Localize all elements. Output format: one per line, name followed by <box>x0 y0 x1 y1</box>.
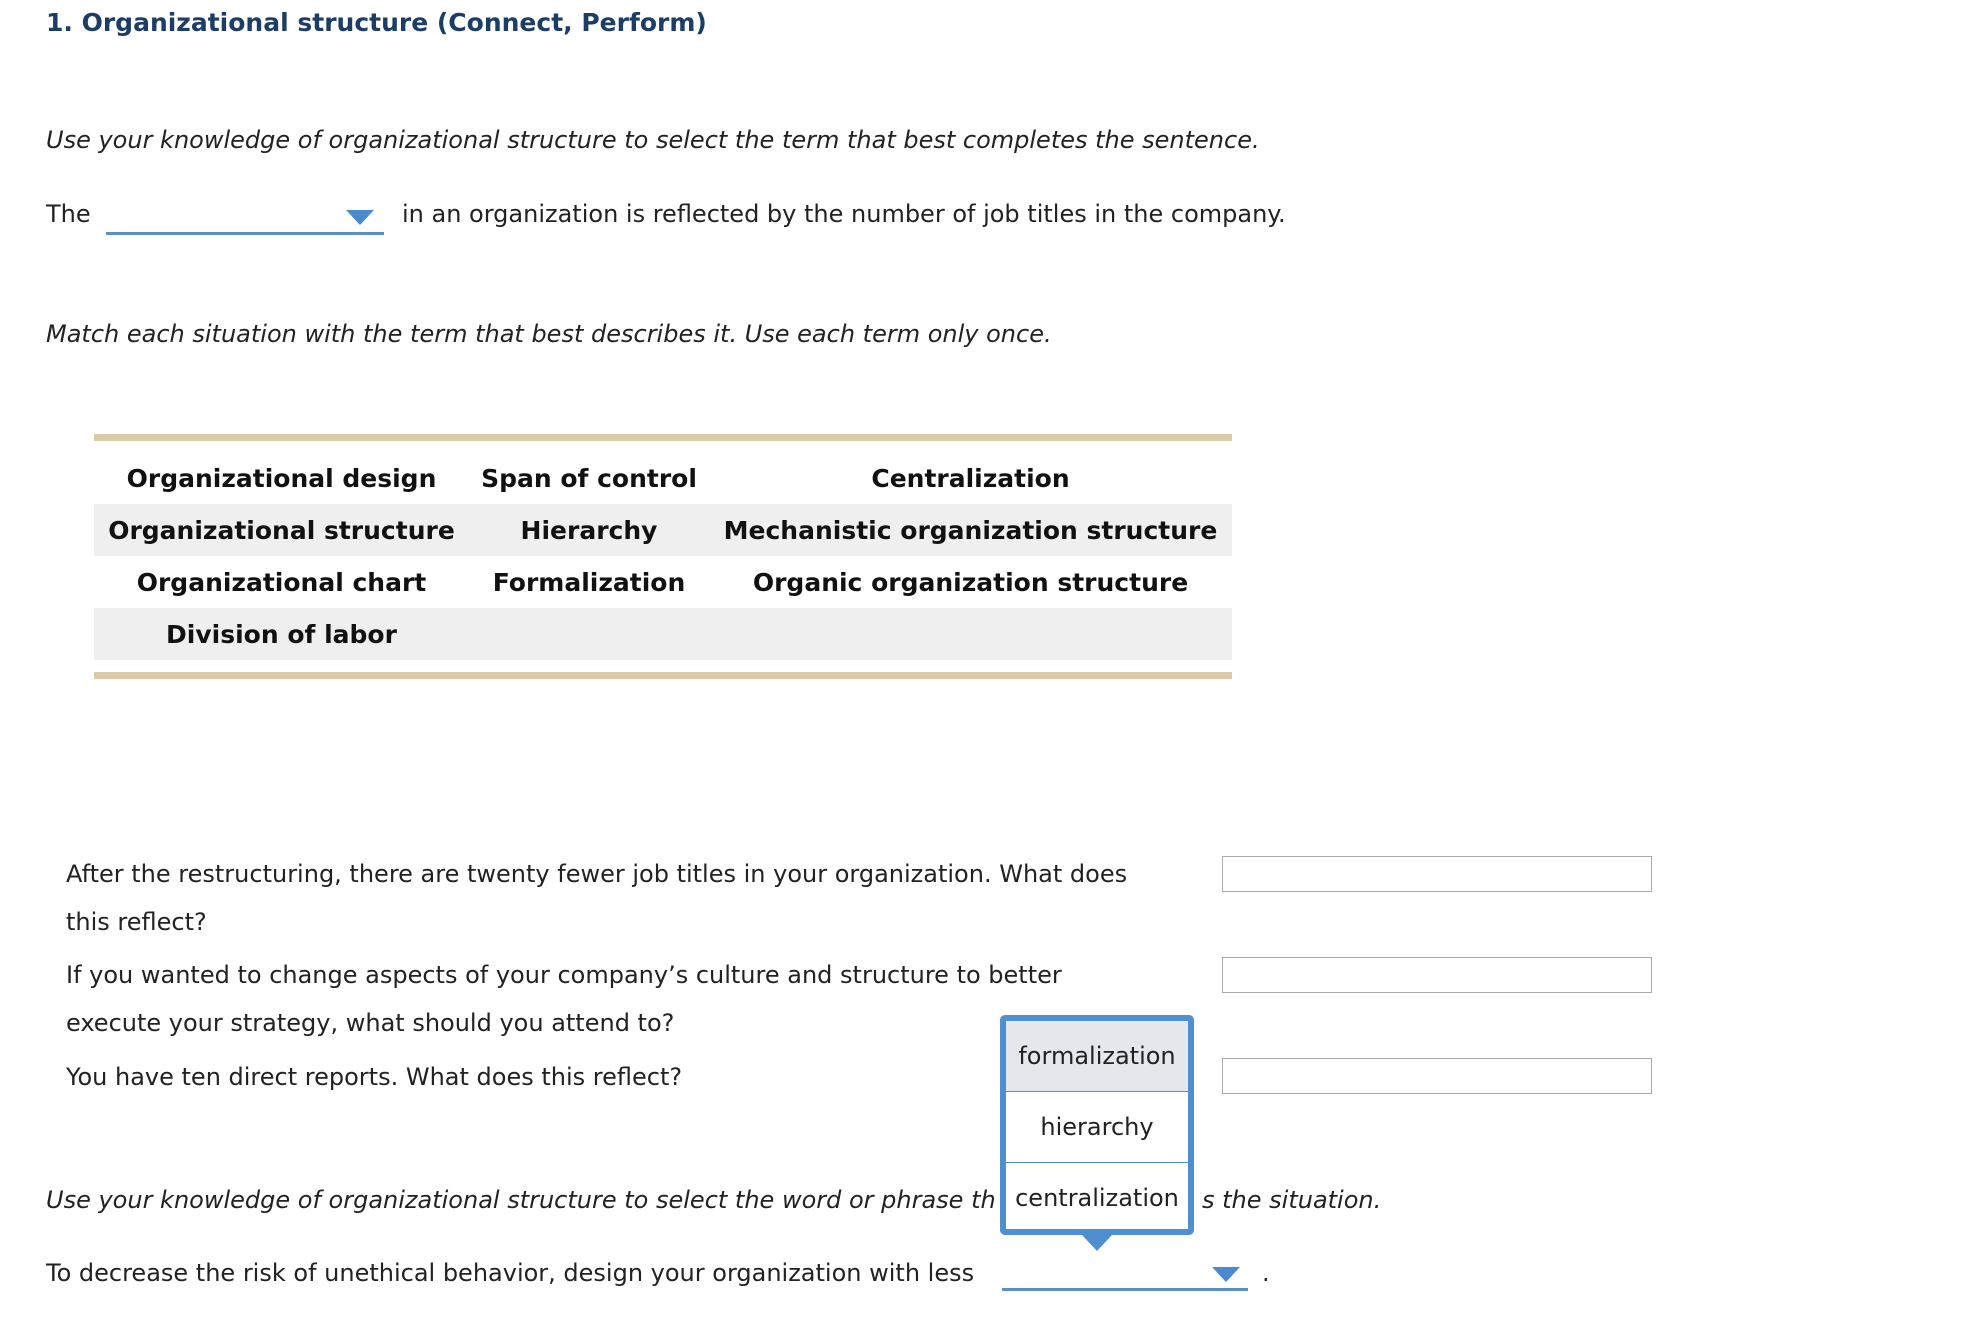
situation-line: After the restructuring, there are twenty fewer job titles in your organization. What does <box>66 860 1128 888</box>
term-chip[interactable]: Division of labor <box>166 619 397 649</box>
term-bank-row <box>94 608 1232 660</box>
instruction-match: Match each situation with the term that best describes it. Use each term only once. <box>46 320 1052 348</box>
situation-line: execute your strategy, what should you attend to? <box>66 1009 675 1037</box>
term-chip[interactable]: Organizational structure <box>108 515 455 545</box>
term-bank-row <box>94 504 1232 556</box>
situation-2-text <box>66 951 1062 1047</box>
answer-drop-box[interactable] <box>1222 856 1652 892</box>
chevron-down-icon[interactable] <box>346 210 374 225</box>
term-chip[interactable]: Hierarchy <box>520 515 658 545</box>
sentence-end-period: . <box>1262 1259 1270 1287</box>
dropdown-options-popup <box>1000 1015 1194 1235</box>
term-chip[interactable]: Organic organization structure <box>752 567 1189 597</box>
answer-drop-box[interactable] <box>1222 957 1652 993</box>
term-chip[interactable]: Organizational design <box>126 463 437 493</box>
answer-drop-box[interactable] <box>1222 1058 1652 1094</box>
page-title: 1. Organizational structure (Connect, Perform) <box>46 8 707 37</box>
sentence-prefix: The <box>46 200 91 228</box>
term-chip[interactable]: Formalization <box>492 567 686 597</box>
final-sentence: To decrease the risk of unethical behavior, design your organization with less <box>46 1259 975 1287</box>
term-chip[interactable]: Span of control <box>481 463 697 493</box>
term-bank <box>94 434 1232 679</box>
instruction-select-word-left: Use your knowledge of organizational structure to select the word or phrase th <box>46 1186 996 1214</box>
term-bank-bottom-rule <box>94 672 1232 679</box>
term-bank-row <box>94 556 1232 608</box>
term-chip[interactable]: Organizational chart <box>136 567 427 597</box>
term-bank-top-rule <box>94 434 1232 441</box>
popup-pointer-icon <box>1082 1235 1112 1251</box>
term-chip[interactable]: Mechanistic organization structure <box>723 515 1218 545</box>
dropdown-option[interactable]: formalization <box>1006 1021 1188 1092</box>
term-dropdown[interactable] <box>106 202 384 235</box>
situation-line: this reflect? <box>66 908 207 936</box>
situation-1-text <box>66 850 1127 946</box>
situation-line: You have ten direct reports. What does this reflect? <box>66 1063 683 1091</box>
situation-3-text <box>66 1053 682 1101</box>
situation-line: If you wanted to change aspects of your company’s culture and structure to better <box>66 961 1062 989</box>
dropdown-option[interactable]: hierarchy <box>1006 1092 1188 1163</box>
sentence-suffix: in an organization is reflected by the number of job titles in the company. <box>402 200 1286 228</box>
instruction-select-term: Use your knowledge of organizational structure to select the term that best completes the sentence. <box>46 126 1260 154</box>
term-bank-row <box>94 452 1232 504</box>
less-dropdown[interactable] <box>1002 1258 1248 1291</box>
dropdown-option[interactable]: centralization <box>1015 1184 1179 1212</box>
chevron-down-icon[interactable] <box>1212 1267 1240 1282</box>
term-chip[interactable]: Centralization <box>871 463 1070 493</box>
instruction-select-word-right: s the situation. <box>1202 1186 1382 1214</box>
